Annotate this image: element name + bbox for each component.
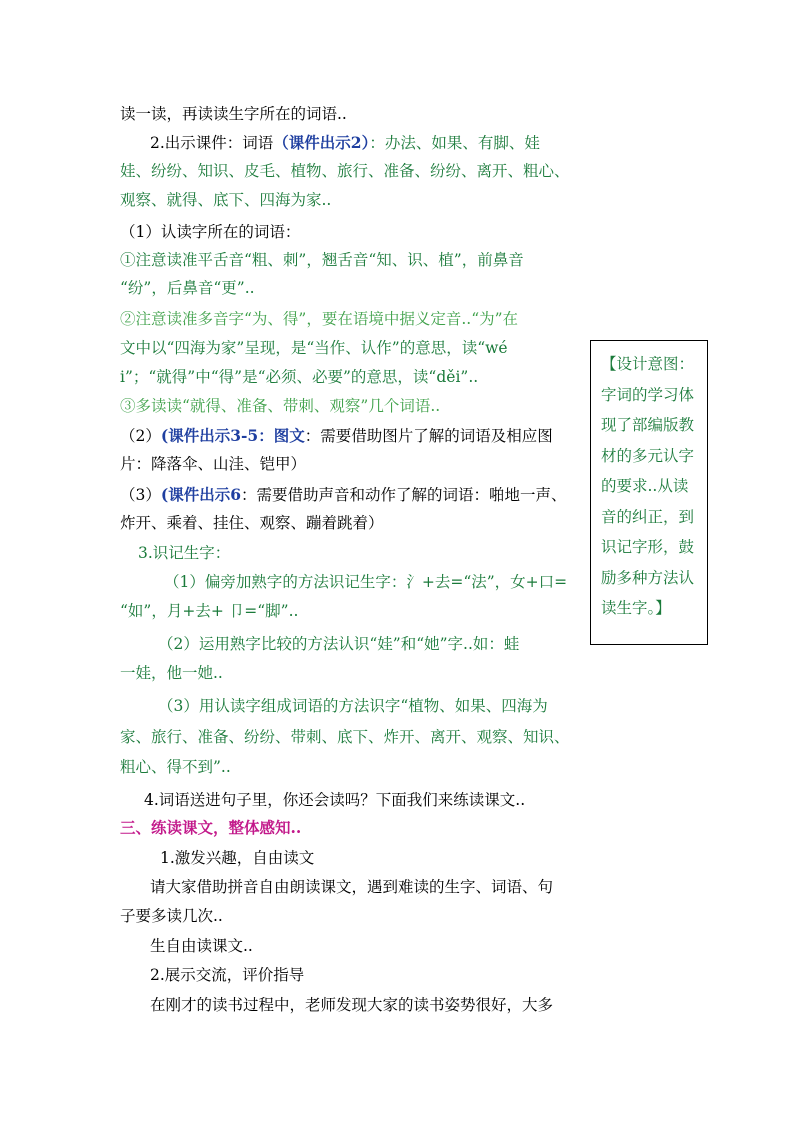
text-line: 家、旅行、准备、纷纷、带刺、底下、炸开、离开、观察、知识、 [120, 728, 570, 746]
text-line: ①注意读准平舌音“粗、刺”，翘舌音“知、识、植”，前鼻音 [120, 251, 524, 269]
text-line: ③多读读“就得、准备、带刺、观察”几个词语.. [120, 397, 441, 415]
text-line: 观察、就得、底下、四海为家.. [120, 191, 332, 209]
text-line: i”；“就得”中“得”是“必须、必要”的意思，读“děi”.. [120, 368, 479, 386]
text-line: 粗心、得不到”.. [120, 758, 231, 776]
text-line: （2）(课件出示3-5：图文：需要借助图片了解的词语及相应图 [120, 426, 553, 445]
text-line: 娃、纷纷、知识、皮毛、植物、旅行、准备、纷纷、离开、粗心、 [120, 162, 570, 180]
text-line: 炸开、乘着、挂住、观察、蹦着跳着） [120, 514, 384, 532]
side-note-line: 现了部编版教 [601, 416, 695, 434]
text-line: 1.激发兴趣，自由读文 [160, 849, 315, 867]
side-note-line: 的要求..从读 [601, 477, 689, 495]
side-note-line: 识记字形，鼓 [601, 538, 695, 556]
side-note-line: 励多种方法认 [601, 568, 695, 587]
text-line: （3）(课件出示6：需要借助声音和动作了解的词语：啪地一声、 [120, 485, 567, 504]
text-line: 2.展示交流，评价指导 [150, 966, 305, 984]
text-line: ②注意读准多音字“为、得”，要在语境中据义定音..“为”在 [120, 310, 519, 328]
side-note-line: 读生字。】 [601, 599, 671, 617]
text-line: 一娃，他一她.. [120, 664, 223, 682]
text-line: “如”，月+去+ 卩=“脚”.. [120, 602, 299, 620]
text-line: 读一读，再读读生字所在的词语.. [120, 105, 347, 123]
text-line: 片：降落伞、山洼、铠甲） [120, 455, 307, 473]
text-line: （1）偏旁加熟字的方法识记生字：氵+去=“法”，女+口= [164, 573, 568, 591]
text-line: “纷”，后鼻音“更”.. [120, 279, 255, 297]
text-line: （2）运用熟字比较的方法认识“娃”和“她”字..如：蛙 [158, 635, 520, 653]
side-note-line: 音的纠正，到 [601, 507, 695, 526]
text-line: 3.识记生字： [138, 544, 231, 562]
text-line: 2.出示课件：词语（课件出示2）：办法、如果、有脚、娃 [150, 133, 540, 152]
side-note-line: 材的多元认字 [601, 446, 695, 465]
text-line: （3）用认读字组成词语的方法识字“植物、如果、四海为 [158, 697, 548, 715]
text-line: 请大家借助拼音自由朗读课文，遇到难读的生字、词语、句 [150, 878, 554, 896]
side-note-line: 【设计意图： [601, 355, 695, 373]
section-heading: 三、练读课文，整体感知.. [120, 818, 302, 837]
text-line: 在刚才的读书过程中，老师发现大家的读书姿势很好，大多 [150, 996, 554, 1014]
text-line: 文中以“四海为家”呈现，是“当作、认作”的意思，读“wé [120, 339, 508, 357]
design-intent-box [590, 340, 708, 645]
text-line: 4.词语送进句子里，你还会读吗？下面我们来练读课文.. [144, 791, 526, 809]
side-note-line: 字词的学习体 [601, 385, 695, 404]
text-line: 生自由读课文.. [150, 937, 253, 955]
text-line: （1）认读字所在的词语： [120, 223, 301, 241]
text-line: 子要多读几次.. [120, 907, 223, 925]
